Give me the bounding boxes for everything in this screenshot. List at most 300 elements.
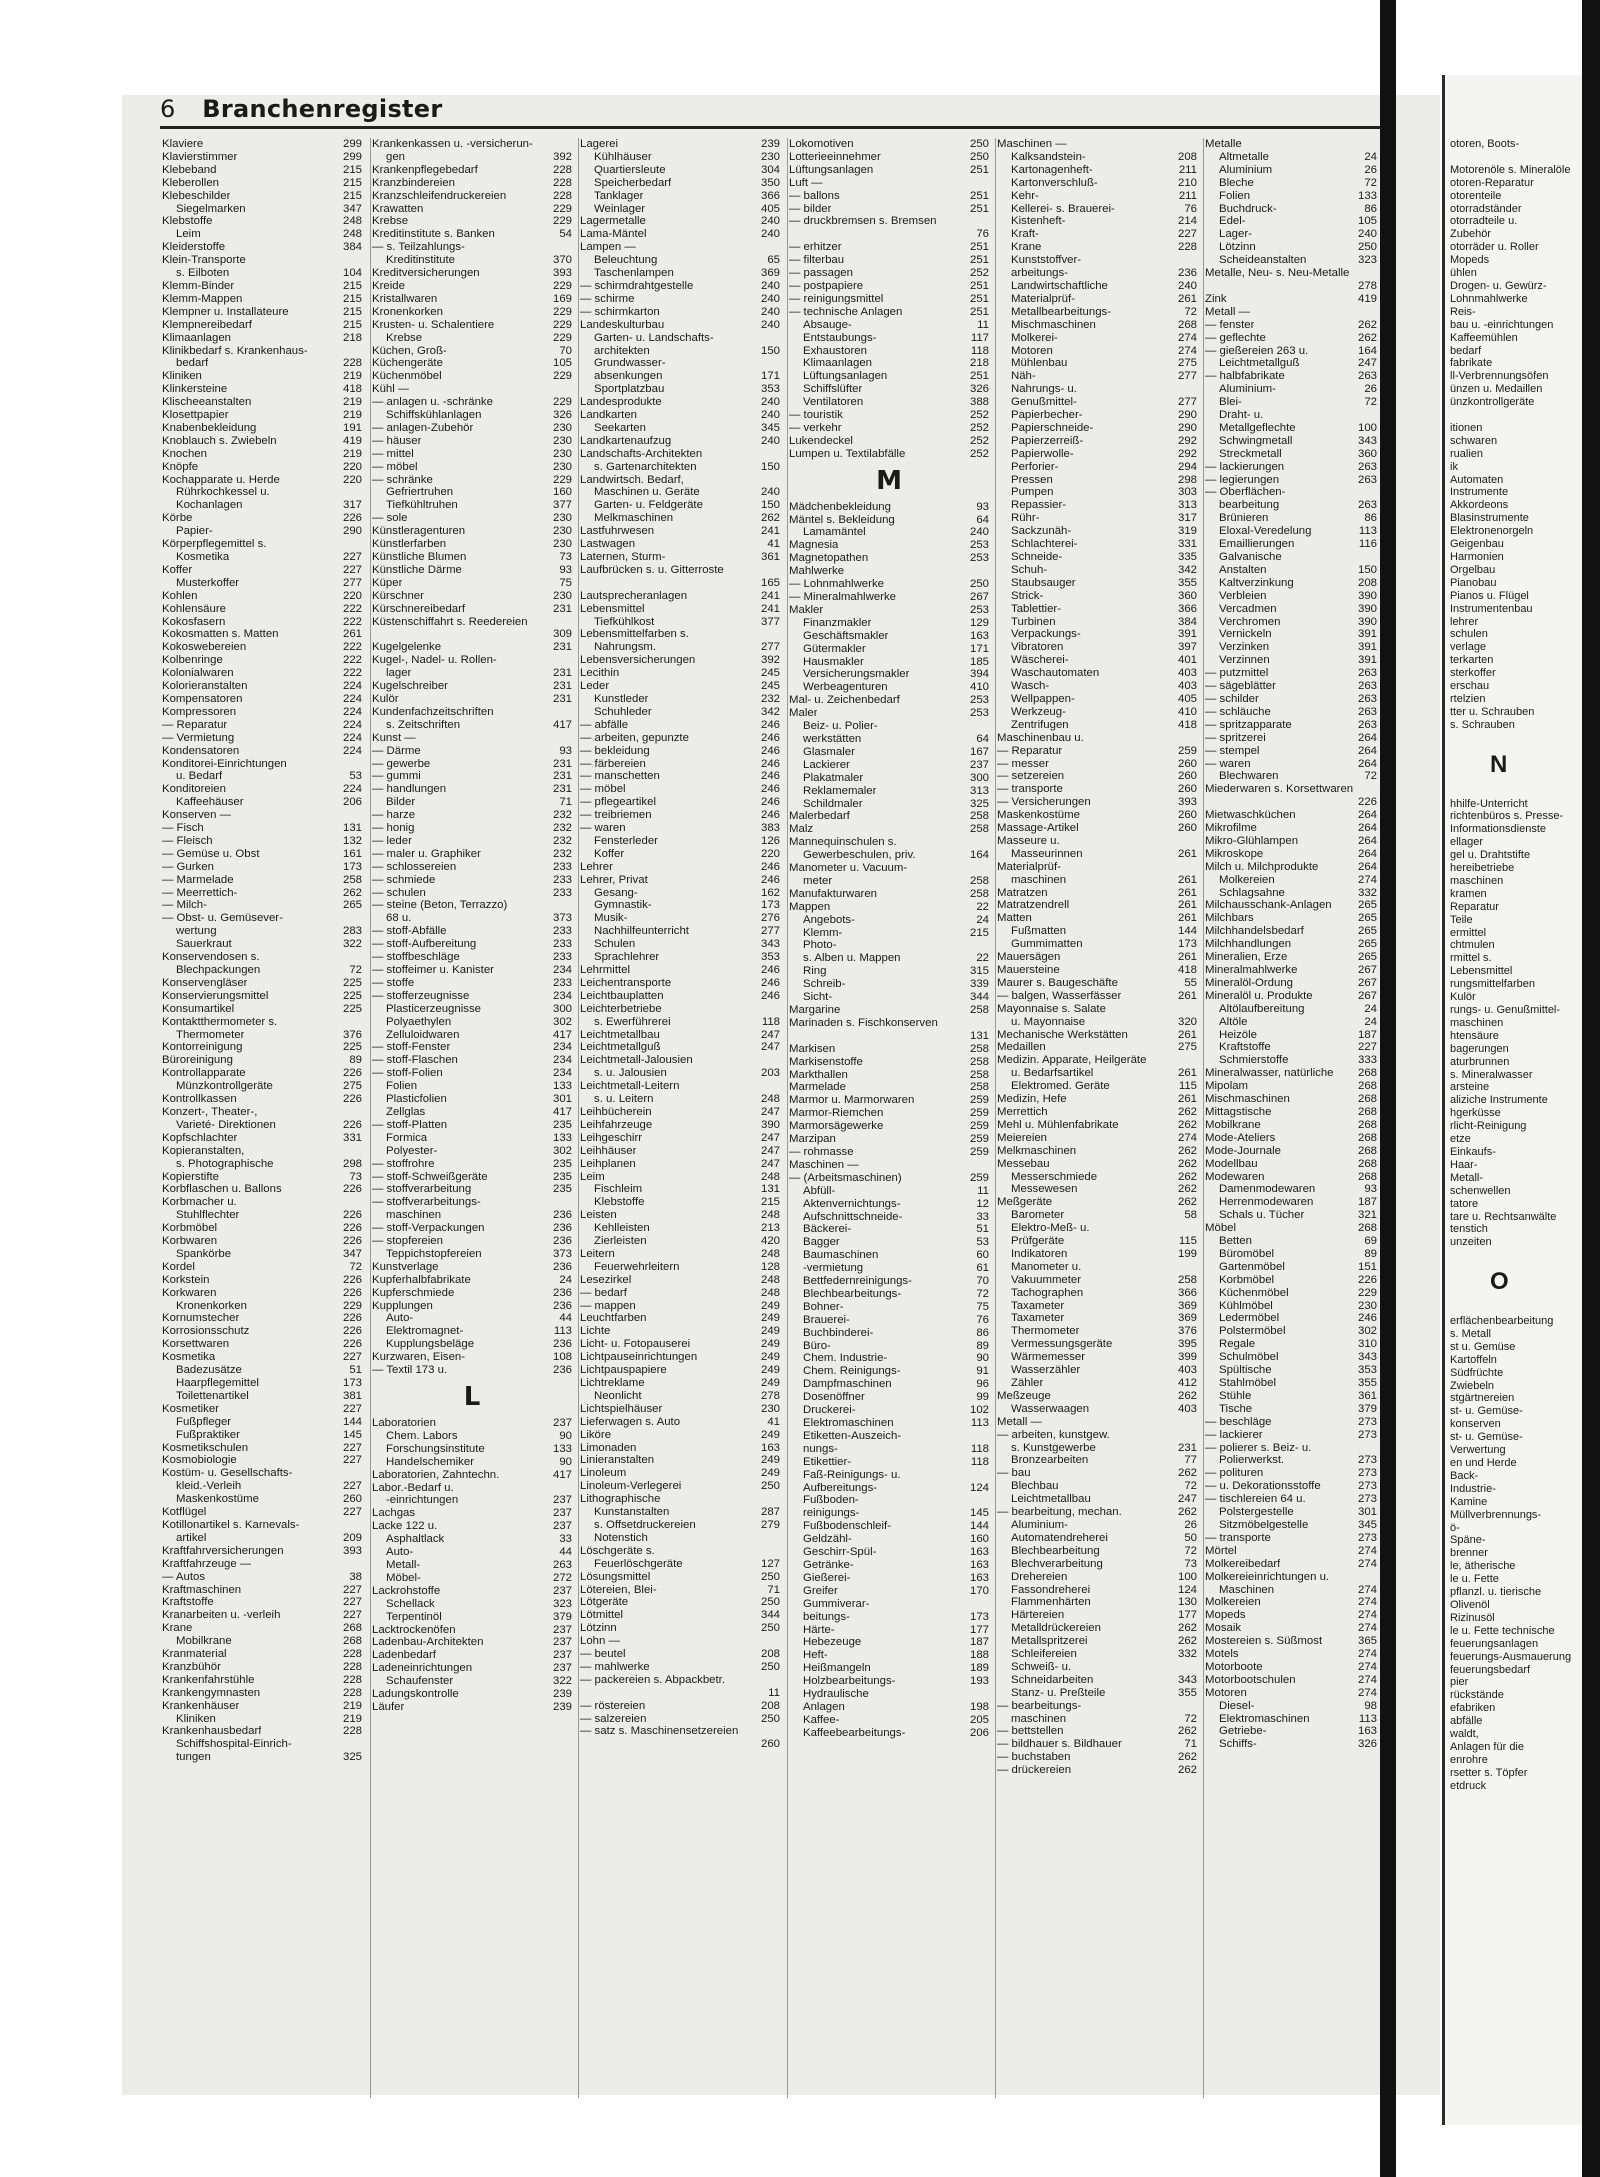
entry-page-number: 241 [760,589,780,602]
entry-label: Krawatten [372,202,424,215]
index-entry [162,474,362,487]
entry-label: Tiefkühlkost [594,615,655,628]
index-entry [1205,745,1377,758]
index-entry [1205,551,1377,564]
index-entry [162,1171,362,1184]
strip-entry: tatore [1450,1197,1479,1210]
entry-page-number: 292 [1177,434,1197,447]
index-entry [1205,422,1377,435]
entry-page-number: 290 [342,525,362,538]
index-entry [580,1519,780,1532]
index-entry [997,1364,1197,1377]
entry-page-number: 418 [1177,718,1197,731]
entry-page-number: 345 [1357,1518,1377,1531]
index-entry [372,1287,572,1300]
entry-label: Mikroskope [1205,847,1264,860]
entry-page-number: 258 [969,874,989,887]
entry-label: — messer [997,757,1049,770]
entry-page-number: 258 [969,823,989,836]
entry-page-number: 246 [760,873,780,886]
index-entry [372,770,572,783]
entry-label: Manometer u. Vacuum- [789,862,908,875]
entry-page-number: 118 [761,1015,780,1028]
index-entry [1205,1248,1377,1261]
entry-page-number: 274 [1357,1648,1377,1661]
entry-label: Bronzearbeiten [1011,1454,1089,1467]
entry-page-number: 399 [1177,1351,1197,1364]
entry-label: — gummi [372,770,421,783]
entry-page-number: 248 [760,1209,780,1222]
entry-page-number: 260 [1177,757,1197,770]
entry-label: Perforier- [1011,460,1059,473]
entry-page-number: 231 [552,770,572,783]
entry-page-number: 247 [760,1131,780,1144]
strip-entry: verlage [1450,641,1487,654]
index-entry [789,1611,989,1624]
index-entry [580,1403,780,1416]
entry-page-number: 237 [552,1494,572,1507]
entry-page-number: 264 [1357,834,1377,847]
index-entry [372,151,572,164]
entry-page-number: 11 [768,1686,780,1699]
entry-label: Polstergestelle [1219,1506,1294,1519]
entry-page-number: 344 [760,1609,780,1622]
entry-page-number: 405 [760,202,780,215]
index-entry [580,938,780,951]
entry-page-number: 335 [1177,551,1197,563]
index-entry [580,280,780,293]
entry-page-number [776,1054,780,1067]
entry-label: Küstenschiffahrt s. Reedereien [372,615,528,628]
index-entry [1205,332,1377,345]
entry-page-number: 231 [1177,1441,1197,1454]
entry-label: — bekleidung [580,744,650,757]
entry-label: Mittagstische [1205,1105,1272,1118]
entry-page-number: 275 [1177,357,1197,370]
entry-page-number: 251 [969,305,989,318]
entry-page-number: 265 [1357,925,1377,938]
entry-label: Metalle [1205,138,1242,150]
strip-entry: pflanzl. u. tierische [1450,1586,1542,1599]
entry-page-number: 163 [969,1571,989,1584]
index-entry [1205,1648,1377,1661]
index-entry [162,306,362,319]
entry-page-number: 233 [552,873,572,886]
index-entry [162,409,362,422]
entry-label: Formica [386,1131,428,1144]
entry-page-number: 274 [1357,1583,1377,1596]
entry-label: Vakuummeter [1011,1273,1082,1286]
entry-page-number: 233 [552,951,572,964]
entry-label: Milchhandlungen [1205,938,1292,951]
entry-page-number: 91 [976,1365,989,1378]
entry-label: Leichtmetall-Jalousien [580,1054,693,1067]
entry-label: Thermometer [176,1028,245,1041]
index-entry [789,1314,989,1327]
index-entry [997,745,1197,758]
index-entry [1205,1196,1377,1209]
entry-label: Kraftfahrversicherungen [162,1544,284,1557]
strip-entry: sterkoffer [1450,667,1496,680]
strip-entry: rlicht-Reinigung [1450,1120,1527,1133]
entry-label: — Därme [372,744,421,757]
entry-label: Schulen [594,938,636,951]
entry-label: Zentrifugen [1011,718,1069,731]
index-entry [789,319,989,332]
entry-label: — lackierungen [1205,460,1285,473]
index-entry [372,990,572,1003]
entry-page-number: 347 [342,1247,362,1260]
index-entry [372,1688,572,1701]
entry-page-number: 130 [1177,1596,1197,1609]
entry-label: Aufbereitungs- [803,1481,878,1494]
entry-label: Leichentransporte [580,976,672,989]
index-entry [997,912,1197,925]
entry-label: Magnetopathen [789,552,869,565]
entry-label: s. Eilboten [176,267,230,280]
entry-page-number: 151 [1357,1260,1377,1273]
entry-label: Klemm-Binder [162,279,235,292]
index-entry [1205,1029,1377,1042]
entry-page-number: 277 [760,925,780,938]
entry-page-number: 187 [1357,1028,1377,1041]
index-entry [789,604,989,617]
entry-page-number: 317 [342,499,362,512]
entry-label: Taschenlampen [594,267,674,280]
entry-label: — honig [372,822,415,835]
entry-label: Getränke- [803,1558,854,1571]
entry-label: Maschinenbau u. [997,731,1084,744]
entry-page-number: 228 [342,1725,362,1738]
entry-page-number: 24 [976,913,989,926]
entry-label: — schmiede [372,873,436,886]
index-entry [580,254,780,267]
entry-page-number: 262 [760,512,780,525]
index-entry [580,887,780,900]
entry-page-number: 215 [342,163,362,176]
index-entry [162,977,362,990]
index-entry [1205,835,1377,848]
column-divider [578,138,579,2098]
index-entry [997,396,1197,409]
index-entry [1205,1067,1377,1080]
index-entry [580,758,780,771]
entry-label: — stoffbeschläge [372,951,460,964]
entry-page-number: 236 [552,1299,572,1312]
entry-page-number [776,628,780,641]
index-entry [1205,938,1377,951]
index-entry [789,422,989,435]
index-entry [789,1417,989,1430]
entry-page-number: 226 [1357,1273,1377,1286]
strip-entry: bau u. -einrichtungen [1450,318,1554,331]
index-entry [789,280,989,293]
index-entry [997,203,1197,216]
index-entry [997,603,1197,616]
entry-label: Zink [1205,292,1227,305]
entry-label: Masseurinnen [1011,847,1083,860]
entry-label: Krankenfahrstühle [162,1673,255,1686]
index-entry [162,525,362,538]
entry-label: — schirmdrahtgestelle [580,279,694,292]
entry-page-number: 412 [1177,1377,1197,1389]
entry-page-number [985,939,989,952]
entry-label: Gummimatten [1011,938,1083,951]
entry-label: Garten- u. Landschafts- [594,331,714,344]
strip-entry: otorenteile [1450,189,1502,202]
index-entry [1205,590,1377,603]
entry-label: Lesezirkel [580,1273,632,1286]
index-entry [997,899,1197,912]
entry-page-number: 249 [760,1338,780,1351]
entry-page-number: 253 [969,552,989,565]
strip-entry: tare u. Rechtsanwälte [1450,1210,1557,1223]
entry-page-number: 247 [760,1144,780,1157]
column-divider [787,138,788,2098]
entry-page-number [358,1558,362,1571]
entry-page-number: 274 [1357,1544,1377,1557]
strip-entry: ünzen u. Medaillen [1450,383,1543,396]
entry-page-number: 250 [760,1570,780,1583]
entry-page-number [1193,254,1197,267]
entry-label: Kugel-, Nadel- u. Rollen- [372,654,497,667]
entry-page-number: 251 [969,292,989,305]
entry-page-number: 208 [1357,576,1377,589]
entry-page-number [358,1145,362,1158]
entry-page-number: 365 [1357,1635,1377,1648]
index-entry [162,1274,362,1287]
entry-label: Entstaubungs- [803,331,877,344]
strip-entry: schulen [1450,628,1488,641]
entry-page-number: 230 [552,538,572,551]
index-entry [580,1416,780,1429]
index-entry [162,1519,362,1532]
index-entry [789,772,989,785]
entry-label: Metalle, Neu- s. Neu-Metalle [1205,267,1350,280]
entry-label: Mode-Ateliers [1205,1131,1276,1144]
entry-label: — balgen, Wasserfässer [997,989,1122,1002]
entry-label: Reklamemaler [803,784,877,797]
entry-page-number: 226 [342,1183,362,1196]
entry-label: Rührkochkessel u. [176,486,270,499]
entry-page-number: 167 [969,745,989,758]
entry-page-number: 240 [760,396,780,409]
entry-label: Makler [789,603,824,616]
entry-label: Vermessungsgeräte [1011,1338,1113,1351]
index-entry [580,1635,780,1648]
index-entry [1205,1261,1377,1274]
index-entry [580,370,780,383]
entry-page-number: 131 [342,822,362,835]
index-entry [162,1235,362,1248]
index-entry [372,267,572,280]
index-entry [372,577,572,590]
entry-label: Etikettier- [803,1455,852,1468]
index-entry [580,783,780,796]
entry-page-number: 164 [1357,344,1377,357]
entry-label: Lebensmittel [580,602,645,615]
entry-label: — Reparatur [162,718,228,731]
index-entry [372,1016,572,1029]
entry-page-number: 239 [760,138,780,150]
entry-page-number: 227 [342,1506,362,1519]
entry-label: Landwirtsch. Bedarf, [580,473,684,486]
entry-label: Büroreinigung [162,1054,233,1067]
index-entry [1205,899,1377,912]
entry-label: — spritzerei [1205,731,1266,744]
entry-label: Schneidarbeiten [1011,1673,1094,1686]
entry-page-number [776,241,780,254]
index-entry [1205,1596,1377,1609]
index-entry [580,461,780,474]
entry-label: Mappen [789,900,831,913]
strip-entry: Blasinstrumente [1450,512,1529,525]
index-entry [372,822,572,835]
index-entry [1205,874,1377,887]
index-entry [580,241,780,254]
strip-entry: otorradteile u. [1450,215,1518,228]
index-entry [997,1119,1197,1132]
strip-entry: Pianos u. Flügel [1450,589,1529,602]
index-entry [162,280,362,293]
entry-page-number: 277 [1177,370,1197,383]
entry-label: Fensterleder [594,834,658,847]
entry-page-number: 261 [1177,1028,1197,1041]
index-entry [789,656,989,669]
entry-page-number: 268 [1357,1157,1377,1170]
entry-label: werkstätten [803,732,862,745]
index-entry [372,280,572,293]
entry-page-number: 250 [969,150,989,163]
entry-label: Verchromen [1219,615,1281,628]
entry-page-number: 273 [1357,1531,1377,1544]
entry-page-number: 73 [1184,1557,1197,1570]
strip-entry: stgärtnereien [1450,1392,1515,1405]
entry-label: Konservierungsmittel [162,989,269,1002]
entry-page-number: 361 [760,551,780,563]
entry-page-number: 160 [552,486,572,499]
index-entry [1205,1287,1377,1300]
column-divider [1203,138,1204,2098]
entry-page-number: 173 [1177,938,1197,951]
entry-page-number: 262 [1177,1144,1197,1157]
index-entry [372,564,572,577]
entry-page-number: 93 [1364,1183,1377,1196]
entry-page-number: 161 [342,847,362,860]
entry-label: Aktenvernichtungs- [803,1197,901,1210]
entry-page-number [358,345,362,358]
index-entry [789,1507,989,1520]
index-entry [1205,1442,1377,1455]
entry-page-number: 260 [342,1493,362,1506]
index-entry [162,693,362,706]
entry-page-number: 69 [1364,1235,1377,1248]
entry-page-number: 251 [969,202,989,215]
index-entry [162,964,362,977]
index-entry [580,796,780,809]
entry-label: Flammenhärten [1011,1596,1091,1609]
entry-label: Kontrollkassen [162,1093,237,1106]
entry-label: Manufakturwaren [789,887,878,900]
index-entry [789,1185,989,1198]
index-entry [997,1145,1197,1158]
entry-page-number: 71 [1184,1738,1197,1751]
index-entry [580,603,780,616]
index-entry [1205,1454,1377,1467]
entry-page-number: 173 [969,1610,989,1623]
entry-label: Papierwolle- [1011,447,1074,460]
entry-label: Notenstich [594,1531,648,1544]
entry-page-number: 277 [342,576,362,589]
entry-label: Sackzunäh- [1011,525,1072,538]
index-entry [580,1532,780,1545]
strip-entry: etze [1450,1133,1471,1146]
entry-label: Mineralien, Erze [1205,951,1288,964]
entry-page-number: 72 [1184,305,1197,318]
entry-page-number: 390 [1357,615,1377,628]
entry-label: Prüfgeräte [1011,1235,1065,1248]
entry-page-number: 332 [1357,886,1377,899]
entry-page-number: 325 [969,797,989,810]
strip-entry: ellager [1450,836,1484,849]
entry-page-number: 247 [760,1105,780,1118]
entry-page-number: 219 [342,409,362,422]
entry-label: Kosmetiker [162,1402,219,1415]
index-entry [372,1106,572,1119]
index-entry [372,693,572,706]
entry-page-number: 250 [760,1712,780,1725]
entry-label: Künstleragenturen [372,525,466,538]
index-entry [997,1287,1197,1300]
index-entry [580,1093,780,1106]
entry-page-number: 237 [552,1417,572,1429]
index-entry [997,422,1197,435]
entry-label: Polstermöbel [1219,1325,1286,1338]
index-entry [162,1377,362,1390]
strip-entry: arsteine [1450,1081,1490,1094]
entry-page-number: 394 [969,668,989,681]
entry-page-number: 70 [559,344,572,357]
entry-page-number: 26 [1364,383,1377,396]
entry-page-number [358,1016,362,1029]
entry-page-number: 53 [349,770,362,783]
entry-label: Rühr- [1011,512,1040,525]
entry-page-number: 259 [969,1120,989,1133]
index-entry [580,1493,780,1506]
index-entry [1205,1687,1377,1700]
entry-label: Mostereien s. Süßmost [1205,1635,1323,1648]
entry-label: Küchen, Groß- [372,344,447,357]
entry-label: Marmor-Riemchen [789,1107,884,1120]
index-entry [997,783,1197,796]
entry-label: Geschirr-Spül- [803,1546,877,1559]
entry-label: Druckerei- [803,1404,856,1417]
index-entry [162,1751,362,1764]
entry-label: Masseure u. [997,834,1060,847]
entry-label: Lautsprecheranlagen [580,589,688,602]
index-column-2 [372,138,572,1714]
index-entry [789,875,989,888]
entry-label: Etiketten-Auszeich- [803,1429,902,1442]
entry-page-number [568,732,572,745]
index-entry [580,293,780,306]
entry-label: Metallgeflechte [1219,421,1296,434]
entry-label: Kupferhalbfabrikate [372,1273,471,1286]
index-entry [997,1764,1197,1777]
index-entry [372,1312,572,1325]
index-entry [372,1132,572,1145]
index-entry [162,590,362,603]
